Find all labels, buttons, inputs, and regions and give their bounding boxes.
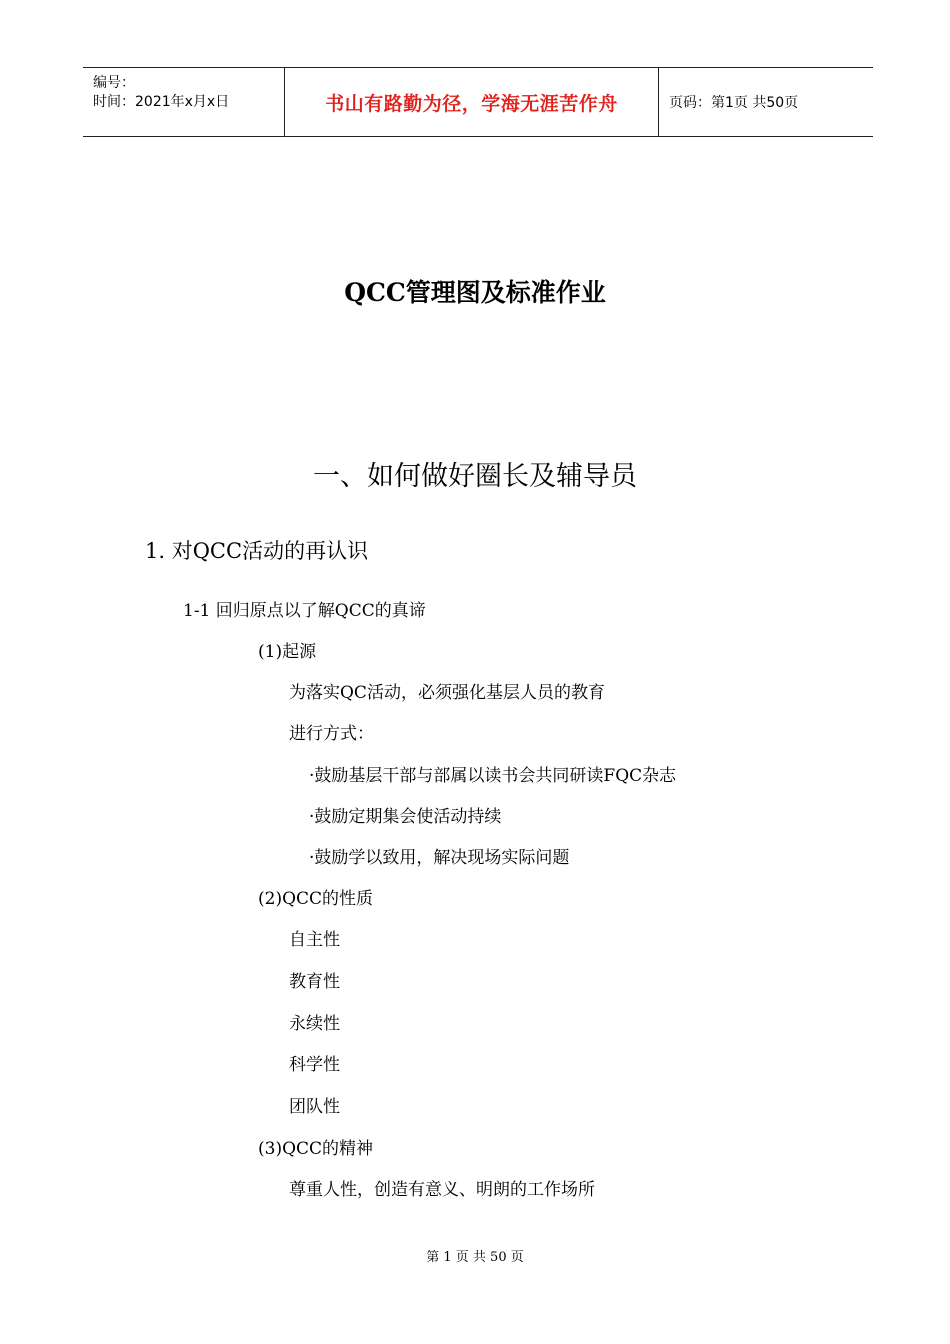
header-motto-cell bbox=[285, 68, 659, 136]
list-item: 尊重人性，创造有意义、明朗的工作场所 bbox=[289, 1180, 595, 1200]
list-item: 教育性 bbox=[289, 972, 340, 992]
document-date-label: 时间：2021年x月x日 bbox=[93, 94, 230, 110]
section-title: 一、如何做好圈长及辅导员 bbox=[313, 461, 637, 492]
subsection-spirit: (3)QCC的精神 bbox=[258, 1139, 374, 1159]
heading-level-1: 1. 对QCC活动的再认识 bbox=[145, 539, 369, 563]
page-number-label: 页码：第1页 共50页 bbox=[669, 95, 799, 111]
page-footer: 第 1 页 共 50 页 bbox=[426, 1250, 524, 1265]
list-item: 永续性 bbox=[289, 1014, 340, 1034]
bullet-item: ·鼓励定期集会使活动持续 bbox=[309, 807, 502, 827]
header-info-cell bbox=[83, 68, 285, 136]
heading-level-2: 1-1 回归原点以了解QCC的真谛 bbox=[183, 601, 426, 621]
document-title: QCC管理图及标准作业 bbox=[344, 278, 606, 307]
subsection-origin: (1)起源 bbox=[258, 642, 317, 662]
page-header bbox=[83, 67, 873, 137]
header-page-cell bbox=[659, 68, 873, 136]
document-number-label: 编号： bbox=[93, 75, 135, 91]
bullet-item: ·鼓励基层干部与部属以读书会共同研读FQC杂志 bbox=[309, 766, 677, 786]
list-item: 自主性 bbox=[289, 930, 340, 950]
body-line: 进行方式： bbox=[289, 724, 374, 744]
subsection-nature: (2)QCC的性质 bbox=[258, 889, 374, 909]
motto-text: 书山有路勤为径，学海无涯苦作舟 bbox=[325, 92, 618, 115]
bullet-item: ·鼓励学以致用，解决现场实际问题 bbox=[309, 848, 570, 868]
list-item: 科学性 bbox=[289, 1055, 340, 1075]
body-line: 为落实QC活动，必须强化基层人员的教育 bbox=[289, 683, 605, 703]
list-item: 团队性 bbox=[289, 1097, 340, 1117]
